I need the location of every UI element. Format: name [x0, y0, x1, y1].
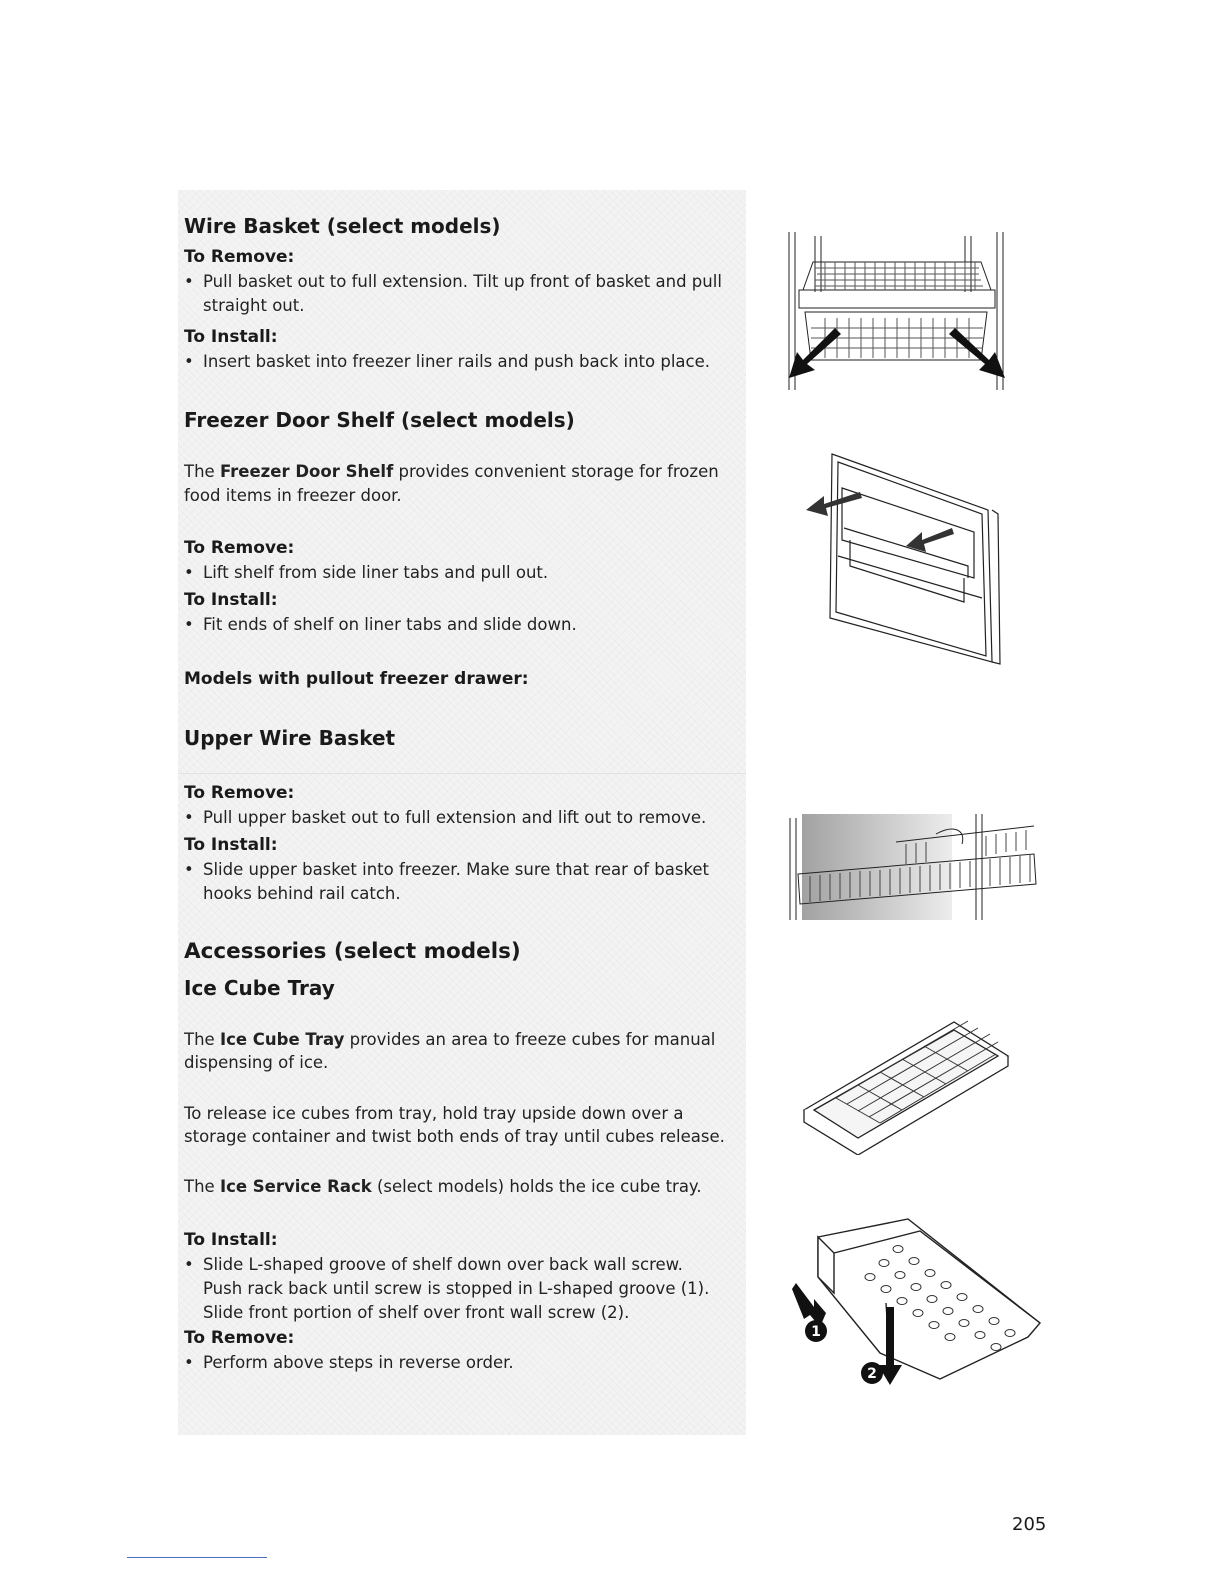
- door-shelf-install-step: [184, 613, 577, 637]
- upper-basket-install-line2: hooks behind rail catch.: [203, 884, 401, 903]
- rack-remove-step: [184, 1351, 514, 1375]
- wire-basket-title: Wire Basket (select models): [184, 214, 501, 238]
- step-2-label: 2: [867, 1366, 877, 1382]
- accessories-title: Accessories (select models): [184, 939, 521, 964]
- bullet-glyph: •: [184, 272, 194, 291]
- rack-install-step: [184, 1253, 709, 1325]
- rack-remove-label: To Remove:: [184, 1328, 295, 1348]
- wire-basket-remove-label: To Remove:: [184, 247, 295, 267]
- door-shelf-illustration: [802, 448, 1002, 668]
- wire-basket-install-text: Insert basket into freezer liner rails and push back into place.: [203, 352, 710, 371]
- upper-basket-install-label: To Install:: [184, 835, 278, 855]
- ice-tray-title: Ice Cube Tray: [184, 976, 335, 1000]
- rack-install-label: To Install:: [184, 1230, 278, 1250]
- wire-basket-install-label: To Install:: [184, 327, 278, 347]
- door-shelf-install-label: To Install:: [184, 590, 278, 610]
- upper-basket-install-line1: Slide upper basket into freezer. Make sure that rear of basket: [203, 860, 710, 879]
- wire-basket-remove-line2: straight out.: [203, 296, 305, 315]
- door-shelf-desc: The Freezer Door Shelf provides convenient storage for frozen: [184, 462, 719, 481]
- upper-basket-remove-text: Pull upper basket out to full extension and lift out to remove.: [203, 808, 707, 827]
- wire-basket-remove-step: [184, 270, 722, 318]
- bullet-glyph: •: [184, 563, 194, 582]
- panel-divider: [178, 773, 746, 774]
- door-shelf-install-text: Fit ends of shelf on liner tabs and slide down.: [203, 615, 577, 634]
- down-arrow-icon: [792, 1283, 826, 1327]
- door-shelf-title: Freezer Door Shelf (select models): [184, 408, 575, 432]
- rack-install-line2: Push rack back until screw is stopped in L-shaped groove (1).: [203, 1279, 710, 1298]
- upper-basket-remove-label: To Remove:: [184, 783, 295, 803]
- bullet-glyph: •: [184, 808, 194, 827]
- release-line1: To release ice cubes from tray, hold tray upside down over a: [184, 1104, 684, 1123]
- rack-install-line1: Slide L-shaped groove of shelf down over back wall screw.: [203, 1255, 683, 1274]
- door-shelf-remove-step: [184, 561, 548, 585]
- bullet-glyph: •: [184, 352, 194, 371]
- door-shelf-desc-line2: food items in freezer door.: [184, 486, 402, 505]
- wire-basket-illustration: [785, 232, 1010, 392]
- bullet-glyph: •: [184, 860, 194, 879]
- rack-install-line3: Slide front portion of shelf over front wall screw (2).: [203, 1303, 630, 1322]
- step-1-label: 1: [811, 1324, 821, 1340]
- bullet-glyph: •: [184, 1255, 194, 1274]
- page-number: 205: [1012, 1514, 1047, 1535]
- upper-basket-title: Upper Wire Basket: [184, 726, 396, 750]
- pullout-heading: Models with pullout freezer drawer:: [184, 669, 529, 689]
- ice-service-rack-illustration: [790, 1215, 1042, 1390]
- rack-remove-text: Perform above steps in reverse order.: [203, 1353, 514, 1372]
- upper-basket-install-step: [184, 858, 709, 906]
- ice-tray-desc: The Ice Cube Tray provides an area to freeze cubes for manual: [184, 1030, 716, 1049]
- upper-basket-illustration: [786, 814, 1038, 922]
- ice-cube-tray-illustration: [800, 1020, 1012, 1155]
- wire-basket-install-step: [184, 350, 710, 374]
- door-shelf-remove-text: Lift shelf from side liner tabs and pull out.: [203, 563, 549, 582]
- bullet-glyph: •: [184, 1353, 194, 1372]
- ice-tray-desc-line2: dispensing of ice.: [184, 1053, 329, 1072]
- ice-rack-desc: The Ice Service Rack (select models) holds the ice cube tray.: [184, 1177, 702, 1196]
- door-shelf-remove-label: To Remove:: [184, 538, 295, 558]
- footer-rule: [127, 1557, 267, 1558]
- upper-basket-remove-step: [184, 806, 706, 830]
- release-line2: storage container and twist both ends of tray until cubes release.: [184, 1127, 725, 1146]
- bullet-glyph: •: [184, 615, 194, 634]
- wire-basket-remove-line1: Pull basket out to full extension. Tilt up front of basket and pull: [203, 272, 722, 291]
